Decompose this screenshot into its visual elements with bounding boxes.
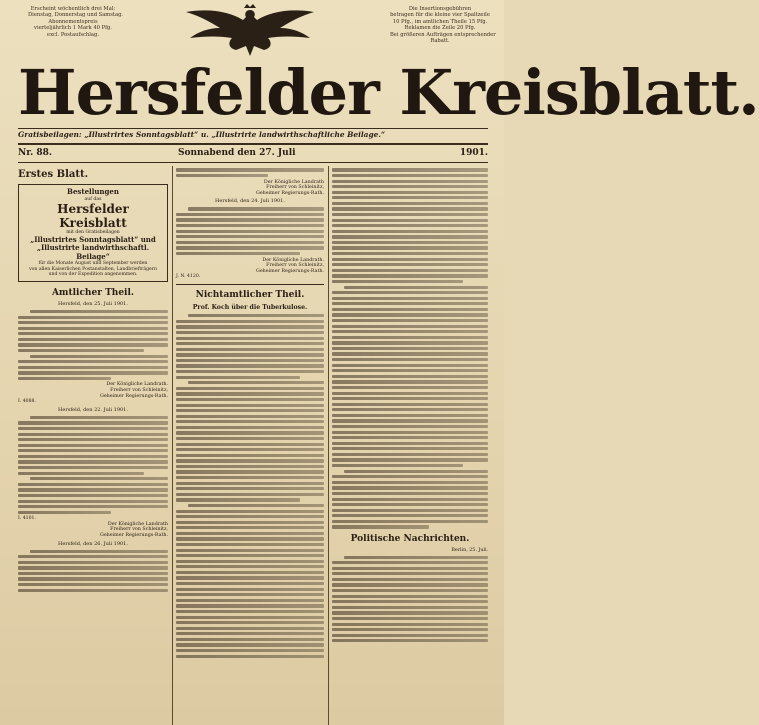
text-line: [332, 336, 488, 339]
text-line: [176, 549, 324, 552]
text-line: [176, 376, 300, 379]
text-line: [30, 477, 168, 480]
text-line: [332, 291, 488, 294]
text-line: [332, 595, 488, 598]
text-line: [18, 349, 144, 352]
advert-line: „Illustrirte landwirthschaftl. Beilage“: [36, 243, 150, 261]
notice-date: Hersfeld, den 25. Juli 1901.: [58, 300, 128, 307]
signature: Der Königliche Landrath.: [106, 382, 168, 388]
text-line: [332, 561, 488, 564]
text-line: [332, 408, 488, 411]
text-line: [332, 447, 488, 450]
text-line: [332, 425, 488, 428]
subscription-line: vierteljährlich 1 Mark 40 Pfg.: [34, 25, 112, 32]
text-line: [332, 358, 488, 361]
column-2: [176, 166, 324, 725]
text-line: [176, 431, 324, 434]
text-line: [332, 202, 488, 205]
politische-nachrichten-heading: Politische Nachrichten.: [350, 533, 470, 544]
text-line: [332, 258, 488, 261]
text-line: [332, 639, 488, 642]
issue-year: 1901.: [459, 148, 488, 158]
text-line: [176, 320, 324, 323]
text-line: [332, 628, 488, 631]
text-line: [176, 325, 324, 328]
text-line: [332, 341, 488, 344]
nichtamtlicher-theil-heading: Nichtamtlicher Theil.: [195, 289, 305, 300]
insertion-fees-box: [390, 6, 496, 45]
text-line: [332, 453, 488, 456]
text-line: [332, 269, 488, 272]
text-line: [18, 444, 168, 447]
signature: Der Königliche Landrath: [263, 179, 324, 185]
text-line: [332, 419, 488, 422]
text-line: [176, 241, 324, 244]
text-line: [332, 498, 488, 501]
divider: [18, 143, 488, 145]
subscription-line: Abonnementspreis: [48, 18, 98, 25]
text-line: [332, 185, 488, 188]
text-line: [176, 235, 324, 238]
text-line: [332, 302, 488, 305]
text-line: [332, 567, 488, 570]
text-line: [18, 566, 168, 569]
text-line: [176, 515, 324, 518]
text-line: [332, 319, 488, 322]
text-line: [30, 550, 168, 553]
text-line: [176, 387, 324, 390]
text-line: [332, 436, 488, 439]
text-line: [176, 655, 324, 658]
fees-line: betragen für die kleine vier Spaltzeile: [390, 12, 490, 19]
text-line: [176, 649, 324, 652]
text-line: [344, 556, 488, 559]
signature: Freiherr von Schleinitz,: [110, 388, 168, 394]
text-line: [188, 207, 324, 210]
text-line: [332, 219, 488, 222]
text-line: [332, 611, 488, 614]
advert-line: und von der Expedition angenommen.: [48, 272, 138, 278]
eagle-emblem-icon: [180, 2, 320, 62]
text-line: [176, 470, 324, 473]
text-line: [18, 449, 168, 452]
text-line: [18, 460, 168, 463]
text-line: [176, 588, 324, 591]
text-line: [176, 409, 324, 412]
text-line: [176, 398, 324, 401]
divider: [18, 128, 488, 129]
text-line: [176, 353, 324, 356]
column-divider: [328, 166, 329, 725]
text-line: [332, 241, 488, 244]
text-line: [332, 525, 429, 528]
text-line: [332, 397, 488, 400]
signature: Geheimer Regierungs-Rath.: [100, 533, 168, 539]
text-line: [332, 623, 488, 626]
text-line: [332, 380, 488, 383]
text-line: [18, 583, 168, 586]
text-line: [176, 443, 324, 446]
text-line: [332, 235, 488, 238]
text-line: [332, 347, 488, 350]
text-line: [176, 342, 324, 345]
text-line: [176, 454, 324, 457]
text-line: [18, 377, 111, 380]
subscription-advert: [18, 184, 168, 282]
article-title: Prof. Koch über die Tuberkulose.: [192, 303, 308, 311]
dateline: Berlin, 25. Juli.: [451, 547, 488, 553]
text-line: [18, 494, 168, 497]
text-line: [176, 230, 324, 233]
text-line: [18, 343, 168, 346]
text-line: [332, 230, 488, 233]
text-line: [176, 348, 324, 351]
text-line: [176, 576, 324, 579]
text-line: [176, 621, 324, 624]
notice-date: Hersfeld, den 24. Juli 1901.: [215, 198, 285, 205]
text-line: [18, 511, 111, 514]
text-line: [176, 448, 324, 451]
text-line: [18, 366, 168, 369]
text-line: [18, 360, 168, 363]
signature: Der Königliche Landrath.: [262, 257, 324, 263]
text-line: [18, 421, 168, 424]
text-line: [332, 392, 488, 395]
text-line: [332, 207, 488, 210]
text-line: [332, 606, 488, 609]
text-line: [332, 403, 488, 406]
text-line: [332, 431, 488, 434]
text-line: [30, 310, 168, 313]
subscription-info-box: [28, 6, 124, 38]
fees-line: Die Insertionsgebühren: [408, 6, 472, 12]
masthead-title: Hersfelder Kreisblatt.: [18, 56, 759, 129]
text-line: [176, 632, 324, 635]
text-line: [18, 316, 168, 319]
reference-number: I. 4101.: [18, 516, 36, 522]
section-title: Erstes Blatt.: [18, 169, 89, 180]
text-line: [176, 532, 324, 535]
text-line: [176, 543, 324, 546]
signature: Geheimer Regierungs-Rath.: [256, 190, 324, 196]
text-line: [332, 600, 488, 603]
text-line: [176, 638, 324, 641]
reference-number: J. N. 4120.: [176, 274, 201, 280]
text-line: [332, 168, 488, 171]
text-line: [332, 514, 488, 517]
text-line: [18, 438, 168, 441]
notice-body: [18, 550, 168, 592]
signature: Der Königliche Landrath: [107, 521, 168, 527]
text-line: [176, 437, 324, 440]
supplements-line: Gratisbeilagen: „Illustrirtes Sonntagsblatt“ u. „Illustrirte landwirthschaftliche Beilage.“: [18, 130, 386, 139]
text-line: [176, 218, 324, 221]
text-line: [176, 521, 324, 524]
column-1: [18, 166, 168, 725]
column-3: [332, 166, 488, 725]
signature: Freiherr von Schleinitz,: [110, 527, 168, 533]
text-line: [188, 504, 324, 507]
text-line: [30, 416, 168, 419]
fees-line: Bei größeren Aufträgen entsprechender: [390, 31, 496, 38]
text-line: [176, 593, 324, 596]
issue-date: Sonnabend den 27. Juli: [178, 148, 296, 158]
divider: [18, 162, 488, 163]
article-continuation: [332, 168, 488, 528]
text-line: [18, 427, 168, 430]
signature: Freiherr von Schleinitz,: [266, 263, 324, 269]
text-line: [176, 174, 268, 177]
text-line: [176, 213, 324, 216]
advert-line: für die Monate August und September werden: [38, 261, 148, 267]
text-line: [176, 487, 324, 490]
text-line: [18, 505, 168, 508]
text-line: [332, 330, 488, 333]
text-line: [176, 359, 324, 362]
text-line: [176, 482, 324, 485]
text-line: [176, 476, 324, 479]
column-divider: [172, 166, 173, 725]
text-line: [176, 370, 324, 373]
text-line: [18, 472, 144, 475]
amtlicher-theil-heading: Amtlicher Theil.: [51, 287, 135, 298]
text-line: [18, 327, 168, 330]
advert-line: von allen Kaiserlichen Postanstalten, Landbriefträgern: [29, 266, 157, 272]
text-line: [176, 459, 324, 462]
text-line: [332, 492, 488, 495]
signature: Geheimer Regierungs-Rath.: [100, 393, 168, 399]
text-line: [332, 297, 488, 300]
text-line: [344, 470, 488, 473]
text-line: [332, 180, 488, 183]
signature: Geheimer Regierungs-Rath.: [256, 268, 324, 274]
text-line: [176, 246, 324, 249]
text-line: [176, 364, 324, 367]
reference-number: I. 4088.: [18, 399, 36, 405]
text-line: [332, 252, 488, 255]
text-line: [332, 213, 488, 216]
text-line: [176, 582, 324, 585]
text-line: [176, 604, 324, 607]
text-line: [332, 458, 488, 461]
text-line: [332, 578, 488, 581]
text-line: [332, 280, 463, 283]
text-line: [332, 263, 488, 266]
text-line: [332, 486, 488, 489]
fees-line: 10 Pfg., im amtlichen Theile 15 Pfg.: [392, 18, 488, 25]
text-line: [188, 381, 324, 384]
text-line: [332, 352, 488, 355]
text-line: [18, 371, 168, 374]
text-line: [332, 174, 488, 177]
text-line: [332, 634, 488, 637]
advert-line: Bestellungen: [67, 187, 119, 196]
text-line: [176, 493, 324, 496]
text-line: [18, 466, 168, 469]
text-line: [18, 338, 168, 341]
text-line: [332, 196, 488, 199]
text-line: [18, 572, 168, 575]
text-line: [176, 610, 324, 613]
text-line: [18, 483, 168, 486]
text-line: [332, 503, 488, 506]
text-line: [332, 364, 488, 367]
text-line: [188, 314, 324, 317]
text-line: [332, 475, 488, 478]
notice-body: [176, 168, 324, 177]
advert-line: mit den Gratisbeilagen: [66, 230, 120, 236]
fees-line: Reklamen die Zeile 20 Pfg.: [404, 25, 476, 32]
text-line: [332, 442, 488, 445]
text-line: [332, 414, 488, 417]
notice-date: Hersfeld, den 22. Juli 1901.: [58, 406, 128, 413]
text-line: [176, 565, 324, 568]
text-line: [332, 572, 488, 575]
text-line: [176, 616, 324, 619]
text-line: [332, 617, 488, 620]
text-line: [176, 252, 300, 255]
text-line: [332, 520, 488, 523]
text-line: [18, 433, 168, 436]
text-line: [332, 509, 488, 512]
text-line: [18, 555, 168, 558]
text-line: [176, 554, 324, 557]
text-line: [176, 498, 300, 501]
text-line: [18, 500, 168, 503]
text-line: [176, 465, 324, 468]
text-line: [18, 561, 168, 564]
notice-body: [18, 310, 168, 380]
text-line: [176, 537, 324, 540]
notice-body: [176, 207, 324, 255]
text-line: [176, 415, 324, 418]
text-line: [176, 599, 324, 602]
text-line: [18, 455, 168, 458]
text-line: [176, 571, 324, 574]
text-line: [332, 308, 488, 311]
advert-line: „Illustrirtes Sonntagsblatt“ und: [30, 234, 156, 244]
text-line: [332, 191, 488, 194]
text-line: [332, 274, 488, 277]
fees-line: Rabatt.: [430, 38, 450, 45]
text-line: [332, 369, 488, 372]
notice-body: [18, 416, 168, 514]
notice-date: Hersfeld, den 26. Juli 1901.: [58, 540, 128, 547]
text-line: [332, 583, 488, 586]
text-line: [332, 481, 488, 484]
text-line: [332, 246, 488, 249]
text-line: [176, 627, 324, 630]
issue-line: [18, 148, 488, 162]
subscription-line: excl. Postaufschlag.: [47, 31, 99, 38]
text-line: [176, 560, 324, 563]
text-line: [344, 286, 488, 289]
text-line: [332, 386, 488, 389]
text-line: [176, 392, 324, 395]
text-line: [332, 464, 463, 467]
signature: Freiherr von Schleinitz,: [266, 185, 324, 191]
text-line: [176, 510, 324, 513]
subscription-line: Erscheint wöchentlich drei Mal:: [30, 6, 116, 12]
text-line: [176, 526, 324, 529]
advert-title: Hersfelder Kreisblatt: [57, 202, 129, 231]
text-line: [18, 332, 168, 335]
text-line: [176, 643, 324, 646]
text-line: [332, 375, 488, 378]
text-line: [18, 488, 168, 491]
text-line: [332, 224, 488, 227]
advert-line: auf das: [84, 196, 102, 202]
text-line: [332, 313, 488, 316]
issue-number: Nr. 88.: [18, 148, 53, 158]
text-line: [30, 355, 168, 358]
text-line: [18, 589, 168, 592]
text-line: [18, 577, 168, 580]
text-line: [176, 404, 324, 407]
text-line: [176, 331, 324, 334]
divider: [176, 284, 324, 285]
text-line: [332, 325, 488, 328]
article-body: [176, 314, 324, 657]
text-line: [176, 337, 324, 340]
text-line: [176, 224, 324, 227]
text-line: [18, 321, 168, 324]
subscription-line: Dienstag, Donnerstag und Samstag.: [28, 12, 124, 19]
text-line: [332, 589, 488, 592]
text-line: [176, 426, 324, 429]
text-line: [176, 168, 324, 171]
text-line: [176, 420, 324, 423]
news-body: [332, 556, 488, 643]
